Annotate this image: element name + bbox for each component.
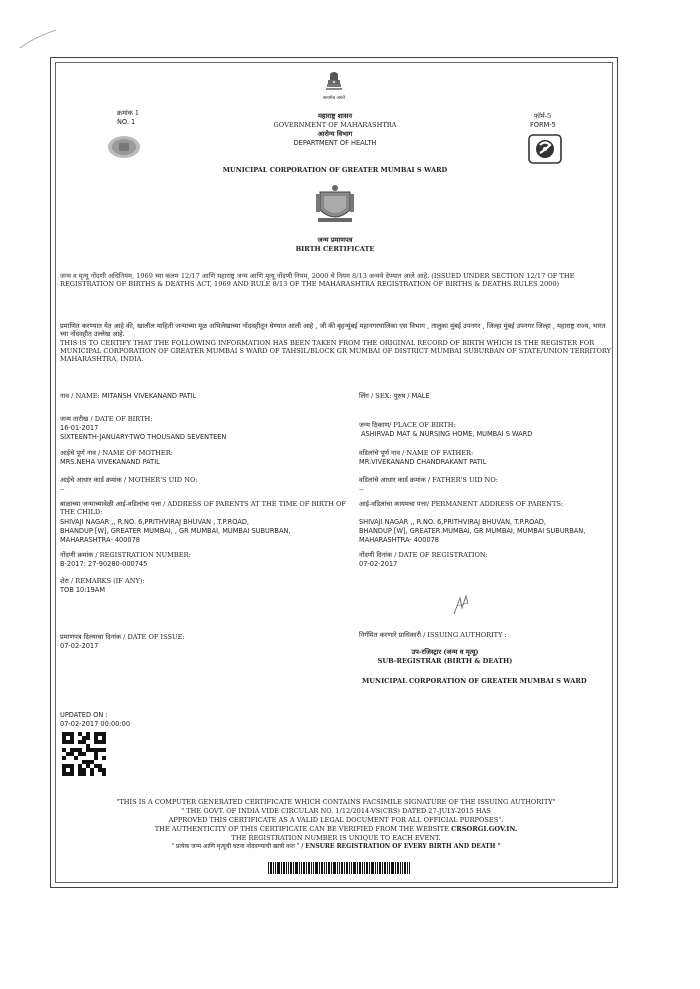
footer-line-3: APPROVED THIS CERTIFICATE AS A VALID LEGAL DOCUMENT FOR ALL OFFICIAL PURPOSES". [168,816,504,824]
family-welfare-logo-icon [528,134,562,164]
dob-numeric: 16-01-2017 [60,424,99,432]
father-name-label: वडिलांचे पूर्ण नाव / NAME OF FATHER: [359,449,474,457]
date-of-issue-value: 07-02-2017 [60,642,99,650]
registration-number-value: B-2017: 27-90280-000745 [60,560,148,568]
corporation-title: MUNICIPAL CORPORATION OF GREATER MUMBAI S WARD [222,166,448,174]
barcode [268,862,410,874]
mother-name-label: आईचे पूर्ण नाव / NAME OF MOTHER: [60,449,173,457]
gov-en: GOVERNMENT OF MAHARASHTRA [273,121,397,129]
footer-line-5: THE REGISTRATION NUMBER IS UNIQUE TO EACH EVENT. [231,834,441,842]
footer-ensure-hi: " प्रत्येक जन्म आणि मृत्यूची घटना नोंदवण्याची खात्री करा " / [171,843,304,850]
dob-label: जन्म तारीख / DATE OF BIRTH: [60,415,153,423]
name-field [60,392,196,400]
corner-pen-mark [18,28,58,50]
permanent-address-label: आई-वडिलांचा कायमचा पत्ता/ PERMANENT ADDRESS OF PARENTS: [359,500,564,508]
registration-date-label: नोंदणी दिनांक / DATE OF REGISTRATION: [359,551,488,559]
birth-address-label: बाळाच्या जन्माच्यावेळी आई-वडिलांचा पत्ता / ADDRESS OF PARENTS AT THE TIME OF BIRTH OF THE CHILD: [60,500,346,516]
footer-line-6 [60,843,612,851]
subregistrar-hi: उप-रजिस्ट्रार (जन्म व मृत्यू) [411,648,479,656]
pob-value: ASHIRVAD MAT & NURSING HOME, MUMBAI S WARD [361,430,533,438]
municipal-crest-icon [312,184,358,226]
father-uid-label: वडिलांचे आधार कार्ड क्रमांक / FATHER'S UID NO: [359,476,498,484]
footer-line-4 [60,825,612,833]
certify-paragraph-hi: प्रमाणित करण्यात येत आहे की, खालील माहिती जन्माच्या मूळ अभिलेखाच्या नोंदवहीतून घेण्यात आली आहे , जी की बृहन्मुंबई महानगरपालिका एस विभाग , तालुका मुंबई उपनगर , जिल्हा मुंबई उपनगर जिल्हा , महाराष्ट्र राज्य, भारत च्या नोंदवहीत उल्लेख आहे. [60,322,606,338]
father-uid-value: -- [359,485,364,493]
form-hi: फॉर्म-5 [534,112,552,120]
registration-number-label: नोंदणी क्रमांक / REGISTRATION NUMBER: [60,551,191,559]
emblem-motto: सत्यमेव जयते [322,96,346,101]
name-label: नाव / NAME: [60,392,100,400]
updated-on-label: UPDATED ON : [60,711,108,719]
gov-hi: महाराष्ट्र शासन [317,112,352,120]
footer-ensure-en: ENSURE REGISTRATION OF EVERY BIRTH AND DEATH " [305,843,501,850]
dob-words: SIXTEENTH-JANUARY-TWO THOUSAND SEVENTEEN [60,433,227,441]
remarks-value: TOB 10:19AM [60,586,106,594]
dept-en: DEPARTMENT OF HEALTH [293,139,377,147]
mother-uid-label: आईचे आधार कार्ड क्रमांक / MOTHER'S UID NO: [60,476,198,484]
dept-hi: आरोग्य विभाग [317,130,353,138]
certificate-title-en: BIRTH CERTIFICATE [295,245,375,253]
issuing-authority-label: निर्गमित करणारे प्राधिकारी / ISSUING AUTHORITY : [359,631,507,639]
name-value: MITANSH VIVEKANAND PATIL [101,392,197,400]
authority-corporation: MUNICIPAL CORPORATION OF GREATER MUMBAI S WARD [362,677,587,685]
sex-label: लिंग / SEX: [359,392,392,400]
certify-paragraph-en: THIS IS TO CERTIFY THAT THE FOLLOWING INFORMATION HAS BEEN TAKEN FROM THE ORIGINAL RECORD OF BIRTH WHICH IS THE REGISTER FOR MUNICIPAL CORPORATION OF GREATER MUMBAI S WARD OF TAHSIL/BLOCK GR MUMBAI OF DISTRICT MUMBAI SUBURBAN OF STATE/UNION TERRITORY MAHARASHTRA, INDIA. [60,339,611,363]
father-name-value: MR.VIVEKANAND CHANDRAKANT PATIL [359,458,487,466]
registration-date-value: 07-02-2017 [359,560,398,568]
birth-address-line2: BHANDUP [W], GREATER MUMBAI, , GR MUMBAI, MUMBAI SUBURBAN, [60,527,291,535]
footer-website: CRSORGI.GOV.IN. [451,825,518,833]
issuer-signature-mark [452,594,470,616]
number-en: NO. 1 [117,118,136,126]
sex-field [359,392,430,400]
pob-label: जन्म ठिकाण/ PLACE OF BIRTH: [359,421,456,429]
permanent-address-line1: SHIVAJI NAGAR ,, R.NO. 6,PRITHVIRAJ BHUVAN, T.P.ROAD, [359,518,546,526]
qr-code [62,732,106,776]
mother-uid-value: -- [60,485,65,493]
remarks-label: शेरा / REMARKS (IF ANY): [60,577,145,585]
form-en: FORM-5 [530,121,556,129]
date-of-issue-label: प्रमाणपत्र दिल्याचा दिनांक / DATE OF ISSUE: [60,633,185,641]
permanent-address-line3: MAHARASHTRA- 400078 [359,536,439,544]
birth-address-line1: SHIVAJI NAGAR ,, R.NO. 6,PRITHVIRAJ BHUVAN , T.P.ROAD, [60,518,250,526]
issued-under-en: (ISSUED UNDER SECTION 12/17 OF THE REGISTRATION OF BIRTHS & DEATHS ACT, 1969 AND RULE 8/13 OF THE MAHARASHTRA REGISTRATION OF BIRTHS & DEATHS RULES 2000) [60,272,575,288]
subregistrar-en: SUB-REGISTRAR (BIRTH & DEATH) [377,657,513,665]
birth-address-line3: MAHARASHTRA- 400078 [60,536,140,544]
issued-under-hi: जन्म व मृत्यू नोंदणी अधिनियम, 1969 च्या कलम 12/17 आणि महाराष्ट्र जन्म आणि मृत्यू नोंदणी नियम, 2000 चे नियम 8/13 अन्वये देण्यात आले आहे. [60,272,430,280]
updated-on-value: 07-02-2017 00:00:00 [60,720,131,728]
footer-line-1: "THIS IS A COMPUTER GENERATED CERTIFICATE WHICH CONTAINS FACSIMILE SIGNATURE OF THE ISSUING AUTHORITY" [116,798,556,806]
footer-verify-text: THE AUTHENTICITY OF THIS CERTIFICATE CAN BE VERIFIED FROM THE WEBSITE [154,825,449,833]
number-hi: क्रमांक 1 [117,109,140,117]
health-seal-icon [106,134,142,160]
certificate-title-hi: जन्म प्रमाणपत्र [317,236,353,244]
mother-name-value: MRS.NEHA VIVEKANAND PATIL [60,458,160,466]
state-emblem-icon [324,70,344,94]
footer-line-2: " THE GOVT. OF INDIA VIDE CIRCULAR NO. 1/12/2014-VS(CRS) DATED 27-JULY-2015 HAS [181,807,491,815]
issued-under-paragraph [60,272,612,288]
sex-value: पुरुष / MALE [393,392,430,400]
permanent-address-line2: BHANDUP [W], GREATER MUMBAI, GR MUMBAI, MUMBAI SUBURBAN, [359,527,586,535]
